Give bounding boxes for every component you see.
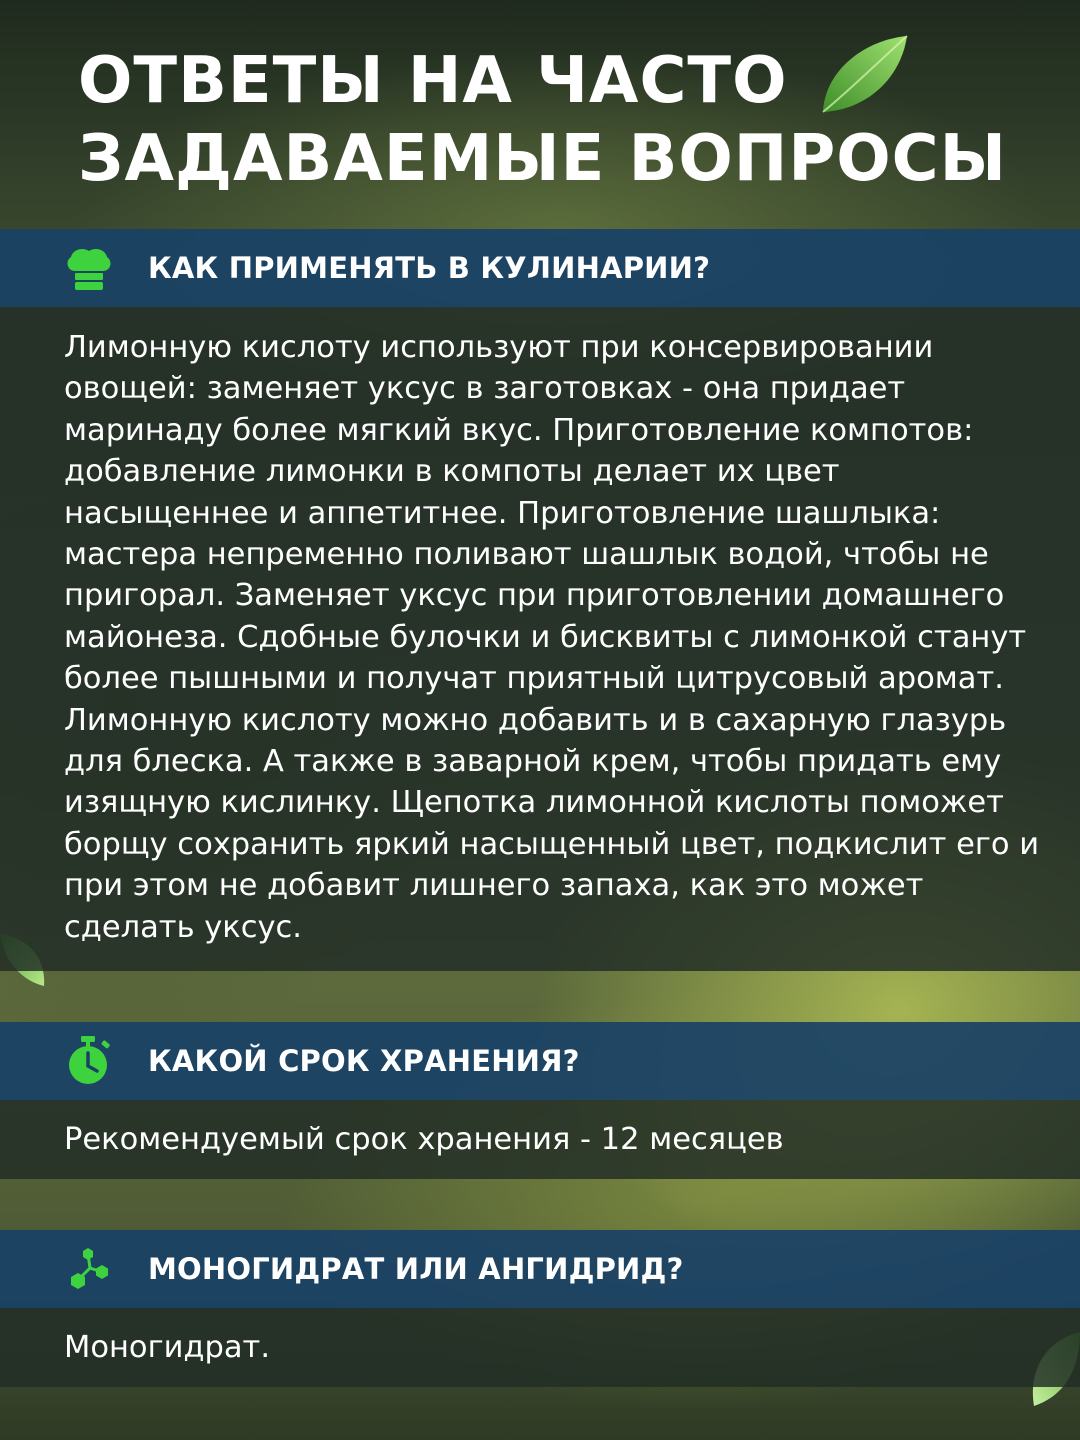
leaf-icon (815, 30, 915, 120)
section-heading: МОНОГИДРАТ ИЛИ АНГИДРИД? (148, 1252, 684, 1286)
stopwatch-icon (64, 1036, 114, 1086)
section-header-shelf-life (0, 1022, 1080, 1100)
page-title: ОТВЕТЫ НА ЧАСТО ЗАДАВАЕМЫЕ ВОПРОСЫ (78, 44, 1007, 196)
answer-text: Рекомендуемый срок хранения - 12 месяцев (64, 1121, 784, 1157)
section-body-culinary (0, 307, 1080, 971)
section-body-form (0, 1308, 1080, 1387)
section-body-shelf-life (0, 1100, 1080, 1179)
molecule-icon (64, 1244, 114, 1294)
section-header-culinary (0, 229, 1080, 307)
section-header-form (0, 1230, 1080, 1308)
answer-text: Моногидрат. (64, 1329, 271, 1365)
section-heading: КАК ПРИМЕНЯТЬ В КУЛИНАРИИ? (148, 251, 711, 285)
answer-text: Лимонную кислоту используют при консервировании овощей: заменяет уксус в заготовках - она придает маринаду более мягкий вкус. Приготовление компотов: добавление лимонки в компоты делает их цвет насыщеннее и аппетитнее. Приготовление шашлыка: мастера непременно поливают шашлык водой, чтобы не пригорал. Заменяет уксус при приготовлении домашнего майонеза. Сдобные булочки и бисквиты с лимонкой станут более пышными и получат приятный цитрусовый аромат. Лимонную кислоту можно добавить и в сахарную глазурь для блеска. А также в заварной крем, чтобы придать ему изящную кислинку. Щепотка лимонной кислоты поможет борщу сохранить яркий насыщенный цвет, подкислит его и при этом не добавит лишнего запаха, как это может сделать уксус. (64, 330, 1040, 945)
chef-hat-icon (64, 243, 114, 293)
section-heading: КАКОЙ СРОК ХРАНЕНИЯ? (148, 1044, 580, 1078)
